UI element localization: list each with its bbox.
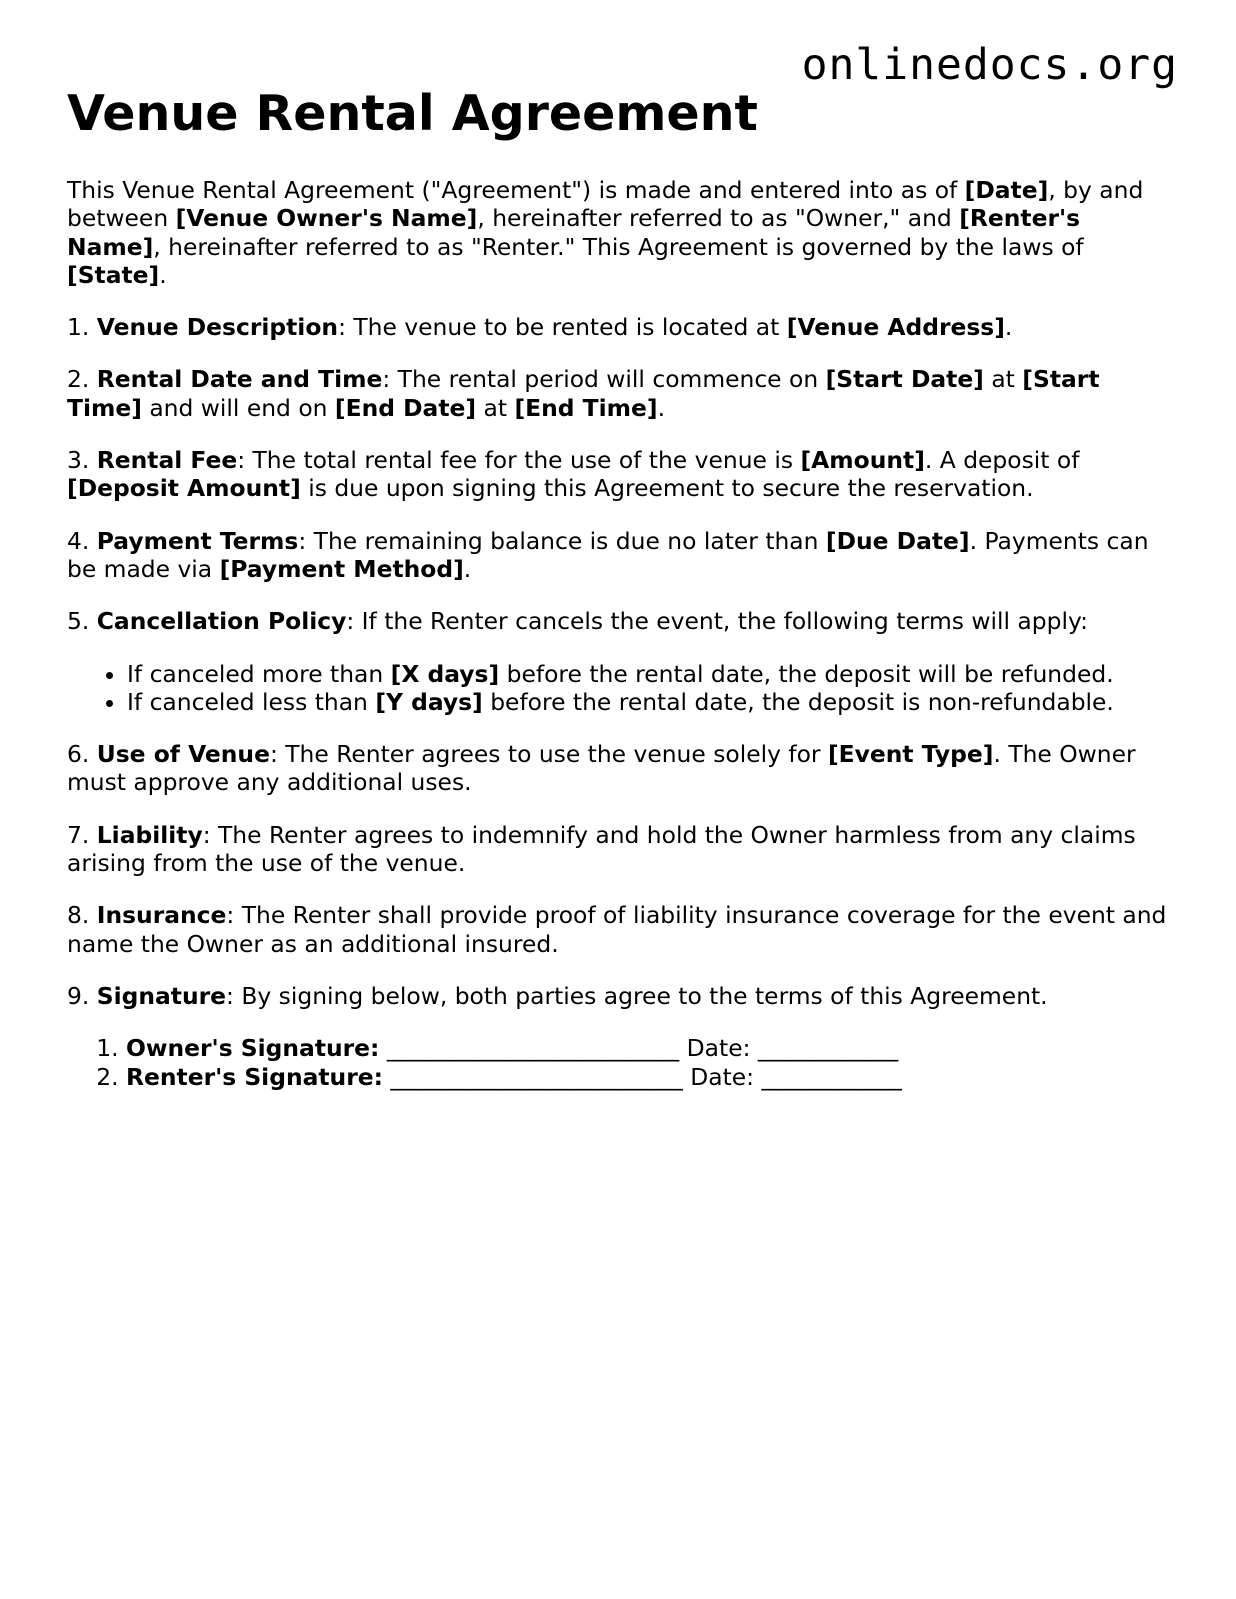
section-heading: Venue Description <box>96 313 339 342</box>
section-heading: Signature <box>96 981 227 1010</box>
renter-signature-line <box>126 1063 1167 1091</box>
owner-date-label: Date: <box>686 1034 758 1063</box>
watermark: onlinedocs.org <box>801 40 1178 90</box>
owner-date-field[interactable]: ____________ <box>757 1034 899 1063</box>
placeholder-y-days: [Y days] <box>375 687 483 716</box>
section-venue-description: 1. Venue Description: The venue to be rented is located at [Venue Address]. <box>67 313 1013 342</box>
section-heading: Liability <box>96 820 203 849</box>
document-body <box>67 176 1167 1091</box>
intro-paragraph: This Venue Rental Agreement ("Agreement") is made and entered into as of [Date], by and between [Venue Owner's Name], hereinafter referred to as "Owner," and [Renter's Name], hereinafter referred to as "Renter." This Agreement is governed by the laws of [State]. <box>67 176 1144 289</box>
renter-date-label: Date: <box>690 1062 762 1091</box>
placeholder-end-time: [End Time] <box>514 393 658 422</box>
owner-signature-line <box>126 1034 1167 1062</box>
section-rental-date-time: 2. Rental Date and Time: The rental period will commence on [Start Date] at [Start Time] and will end on [End Date] at [End Time]. <box>67 365 1100 422</box>
section-heading: Rental Fee <box>96 446 238 475</box>
section-rental-fee: 3. Rental Fee: The total rental fee for the use of the venue is [Amount]. A deposit of [Deposit Amount] is due upon signing this Agreement to secure the reservation. <box>67 446 1080 503</box>
document-title: Venue Rental Agreement <box>67 85 758 142</box>
placeholder-deposit-amount: [Deposit Amount] <box>67 474 301 503</box>
section-heading: Insurance <box>96 901 227 930</box>
section-payment-terms: 4. Payment Terms: The remaining balance is due no later than [Due Date]. Payments can be made via [Payment Method]. <box>67 526 1149 583</box>
section-signature: 9. Signature: By signing below, both parties agree to the terms of this Agreement. <box>67 981 1048 1010</box>
section-liability: 7. Liability: The Renter agrees to indemnify and hold the Owner harmless from any claims arising from the use of the venue. <box>67 820 1136 878</box>
placeholder-amount: [Amount] <box>800 446 925 475</box>
section-cancellation-policy: 5. Cancellation Policy: If the Renter cancels the event, the following terms will apply: <box>67 607 1088 636</box>
placeholder-x-days: [X days] <box>390 659 500 688</box>
placeholder-event-type: [Event Type] <box>827 740 994 769</box>
placeholder-renter-name: [Renter's Name] <box>67 204 1081 261</box>
placeholder-start-time: [Start Time] <box>67 365 1100 422</box>
list-item: • If canceled less than [Y days] before the rental date, the deposit is non-refundable. <box>127 688 1167 716</box>
renter-date-field[interactable]: ____________ <box>761 1062 902 1091</box>
placeholder-end-date: [End Date] <box>334 393 477 422</box>
placeholder-state: [State] <box>67 260 160 289</box>
section-heading: Rental Date and Time <box>96 365 383 394</box>
placeholder-payment-method: [Payment Method] <box>219 554 464 583</box>
owner-signature-field[interactable]: _________________________ <box>379 1034 687 1063</box>
owner-signature-label: Owner's Signature: <box>126 1034 380 1063</box>
section-heading: Payment Terms <box>96 526 299 555</box>
renter-signature-field[interactable]: _________________________ <box>382 1062 691 1091</box>
section-heading: Use of Venue <box>96 740 270 769</box>
placeholder-date: [Date] <box>964 176 1049 204</box>
renter-signature-label: Renter's Signature: <box>126 1062 383 1091</box>
section-insurance: 8. Insurance: The Renter shall provide proof of liability insurance coverage for the event and name the Owner as an additional insured. <box>67 901 1167 958</box>
placeholder-start-date: [Start Date] <box>825 365 984 394</box>
placeholder-owner-name: [Venue Owner's Name] <box>175 204 478 233</box>
signature-list <box>67 1034 1167 1091</box>
document-page <box>67 84 1167 1091</box>
cancellation-terms-list <box>67 660 1167 717</box>
section-use-of-venue: 6. Use of Venue: The Renter agrees to use the venue solely for [Event Type]. The Owner must approve any additional uses. <box>67 740 1136 797</box>
list-item: • If canceled more than [X days] before the rental date, the deposit will be refunded. <box>127 660 1167 688</box>
section-heading: Cancellation Policy <box>96 607 347 636</box>
placeholder-due-date: [Due Date] <box>825 526 970 555</box>
placeholder-venue-address: [Venue Address] <box>786 313 1005 342</box>
